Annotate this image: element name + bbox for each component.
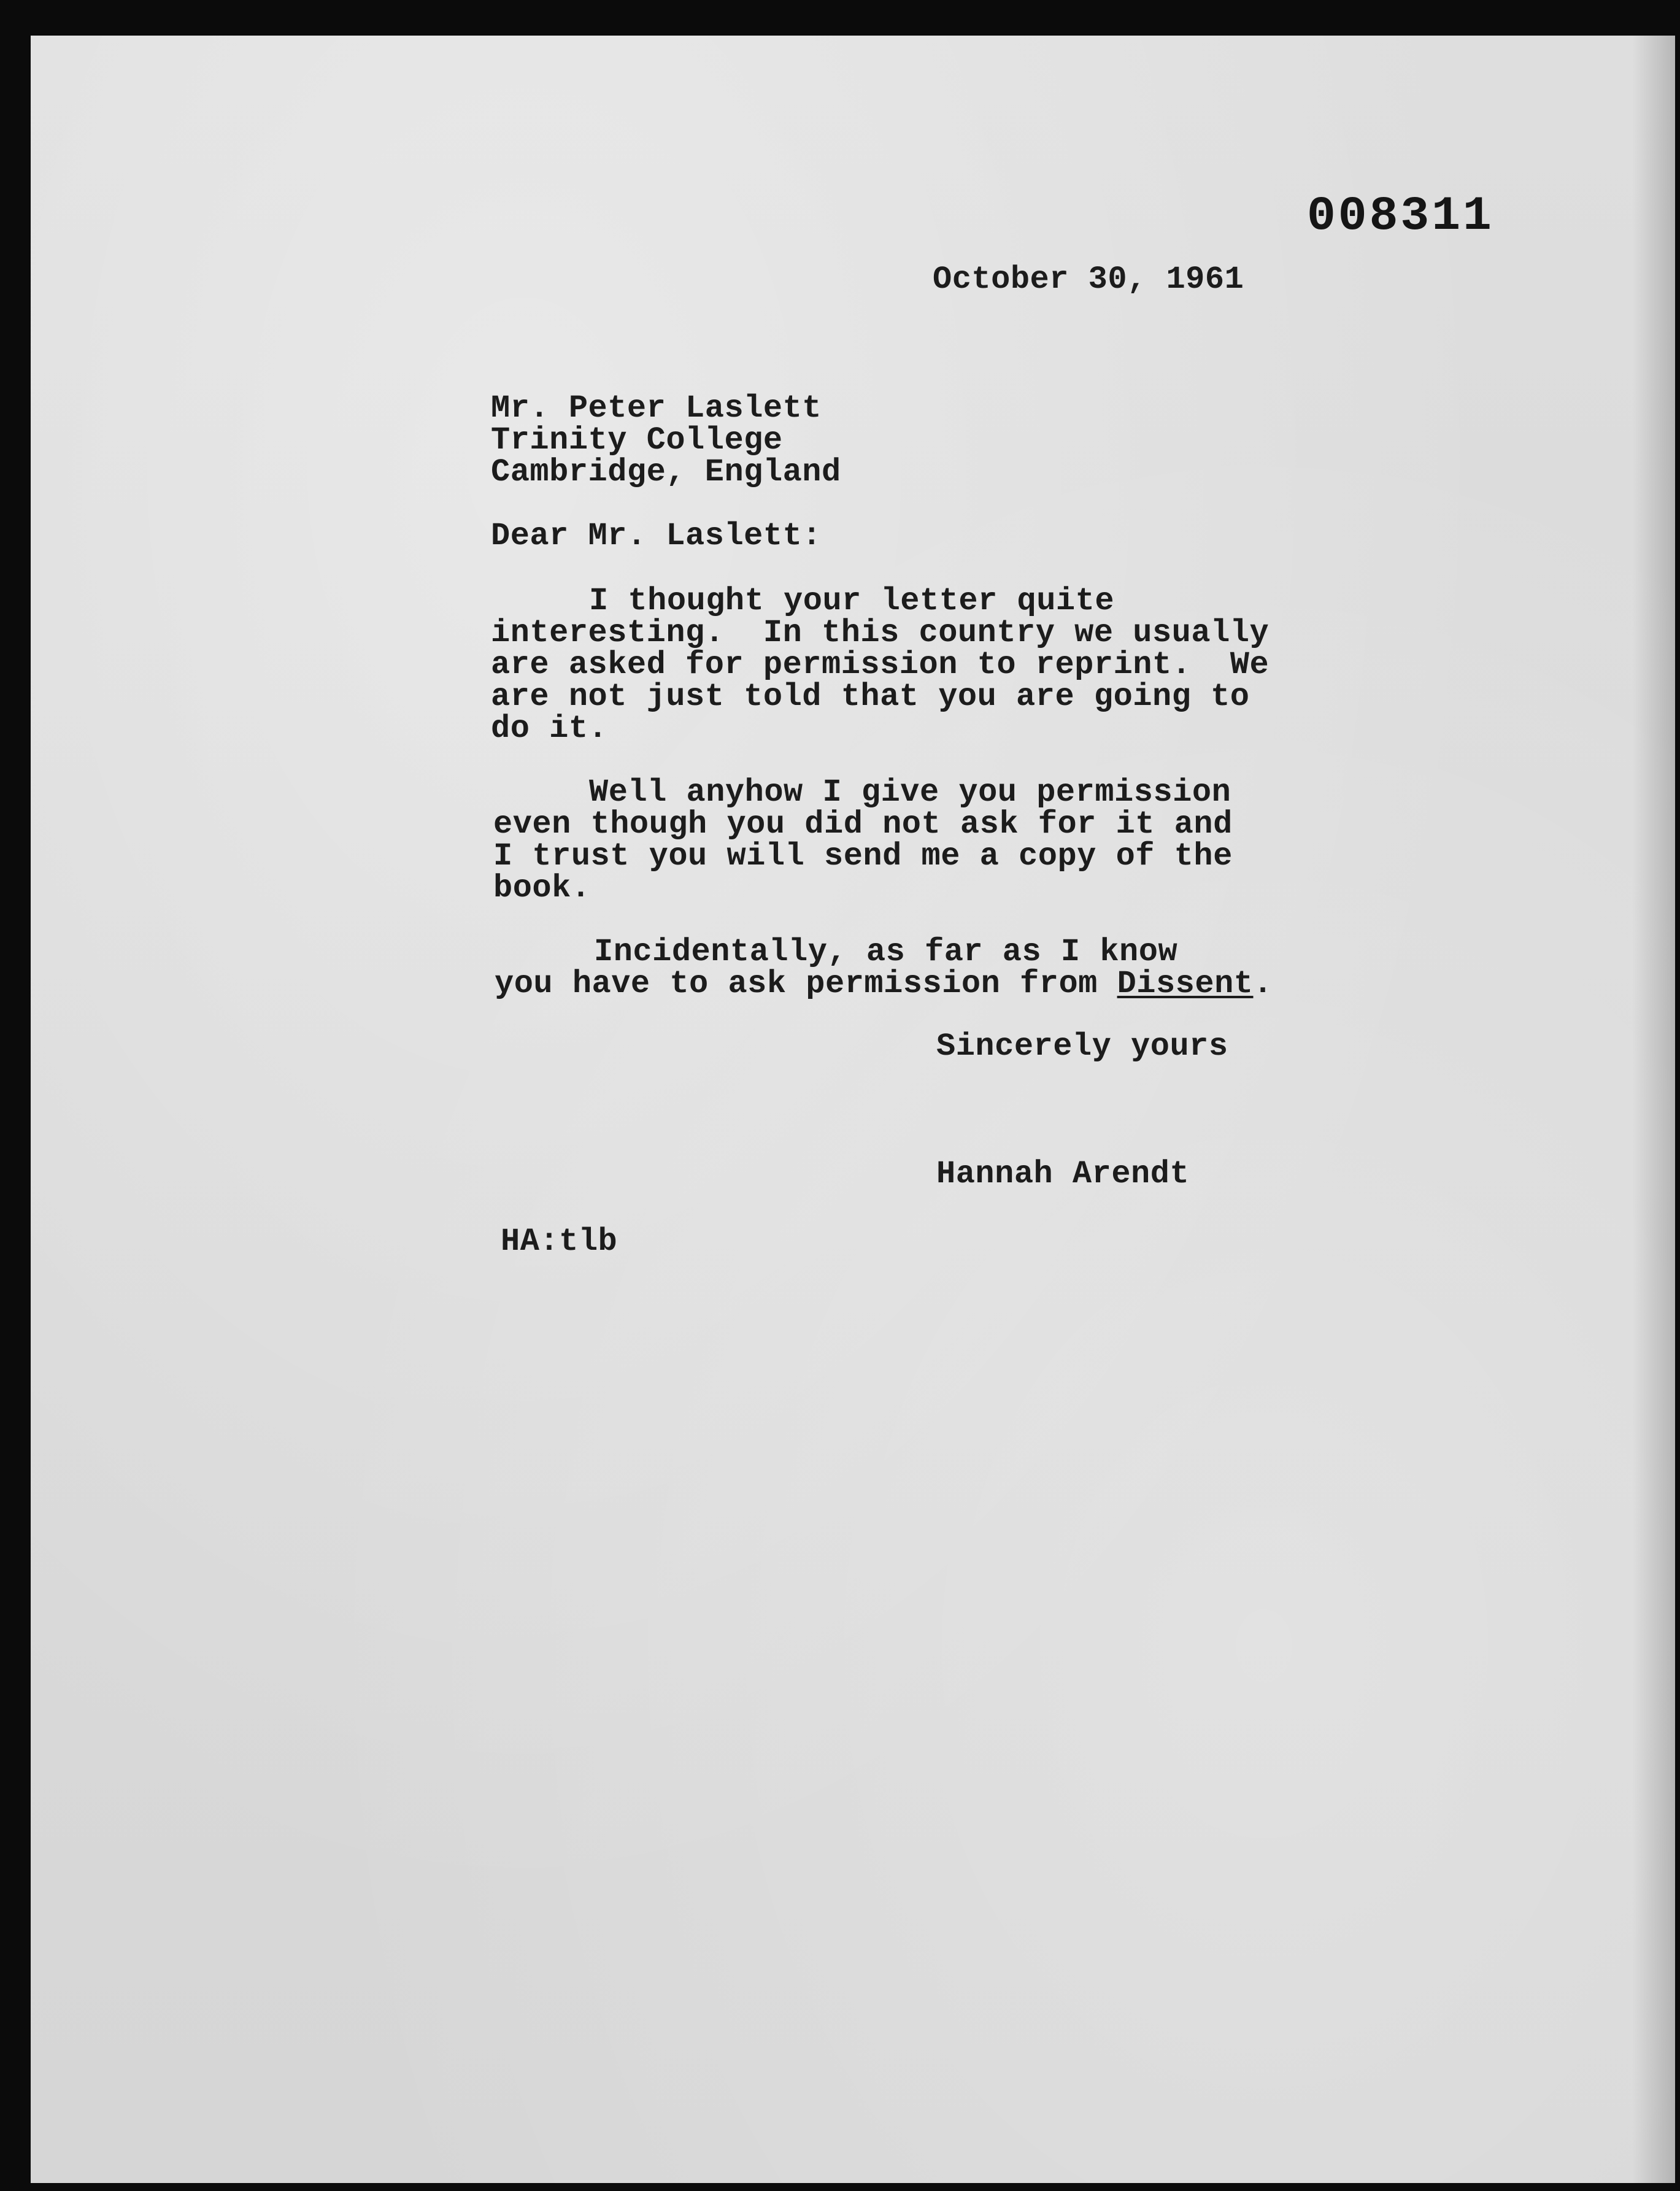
reference-initials: HA:tlb <box>501 1223 618 1260</box>
paragraph-line: are not just told that you are going to <box>491 679 1250 715</box>
paragraph-line: interesting. In this country we usually <box>491 615 1270 651</box>
paragraph-line <box>495 968 1273 1000</box>
closing: Sincerely yours <box>936 1028 1228 1065</box>
salutation: Dear Mr. Laslett: <box>491 518 822 554</box>
paragraph-line-text: you have to ask permission from <box>495 966 1117 1002</box>
paragraph-line: even though you did not ask for it and <box>493 806 1233 842</box>
paragraph-line: book. <box>493 870 591 906</box>
paragraph-line: are asked for permission to reprint. We <box>491 647 1270 683</box>
recipient-institution: Trinity College <box>491 422 783 458</box>
paragraph-line: Well anyhow I give you permission <box>589 774 1231 811</box>
signature-name: Hannah Arendt <box>936 1156 1190 1192</box>
paragraph-line: I trust you will send me a copy of the <box>493 838 1233 874</box>
recipient-location: Cambridge, England <box>491 454 841 490</box>
letter-date: October 30, 1961 <box>933 261 1244 298</box>
document-number-stamp: 008311 <box>1307 190 1494 244</box>
paragraph-line: I thought your letter quite <box>589 583 1115 619</box>
paragraph-line: Incidentally, as far as I know <box>594 934 1178 970</box>
paragraph-line: do it. <box>491 710 608 747</box>
letter-page <box>31 36 1675 2183</box>
publication-title-dissent: Dissent <box>1117 966 1254 1002</box>
paragraph-line-punctuation: . <box>1253 966 1273 1002</box>
recipient-name: Mr. Peter Laslett <box>491 390 822 426</box>
